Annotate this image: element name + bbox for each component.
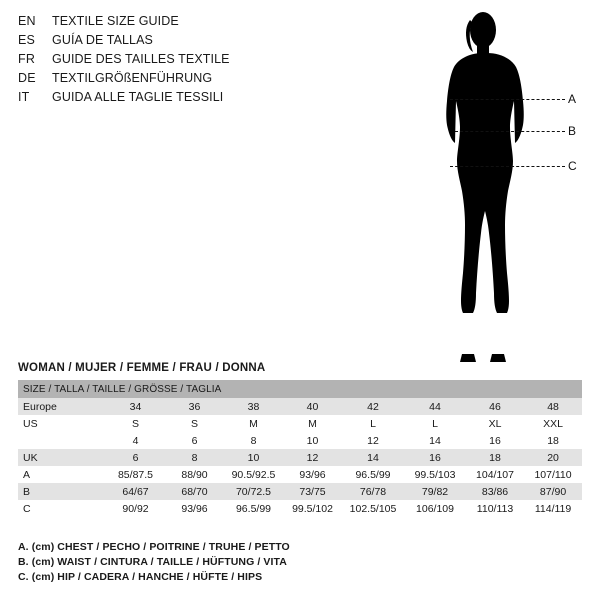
language-code: IT: [18, 90, 30, 104]
cell: 106/109: [404, 500, 466, 517]
table-header-row: [18, 380, 582, 398]
cell: 14: [342, 449, 404, 466]
cell: 6: [106, 449, 165, 466]
cell: 18: [524, 432, 582, 449]
table-row: [18, 432, 582, 449]
cell: 44: [404, 398, 466, 415]
table-row: [18, 466, 582, 483]
language-code: ES: [18, 33, 36, 47]
cell: 8: [224, 432, 283, 449]
cell: 64/67: [106, 483, 165, 500]
language-title: TEXTILE SIZE GUIDE: [52, 14, 179, 28]
cell: 114/119: [524, 500, 582, 517]
cell: 10: [224, 449, 283, 466]
cell: 68/70: [165, 483, 224, 500]
cell: 110/113: [466, 500, 524, 517]
cell: 16: [466, 432, 524, 449]
language-title: GUIDA ALLE TAGLIE TESSILI: [52, 90, 224, 104]
cell: M: [224, 415, 283, 432]
body-figure: [400, 6, 590, 376]
language-title-list: [18, 14, 348, 109]
cell: 96.5/99: [224, 500, 283, 517]
table-row: [18, 449, 582, 466]
measure-label-b: B: [568, 124, 577, 138]
cell: 90.5/92.5: [224, 466, 283, 483]
cell: 73/75: [283, 483, 342, 500]
table-row: [18, 483, 582, 500]
legend-row-b: B. (cm) WAIST / CINTURA / TAILLE / HÜFTUNG / VITA: [18, 556, 287, 568]
row-label: B: [18, 483, 106, 500]
language-row: [18, 52, 348, 71]
cell: XXL: [524, 415, 582, 432]
measure-line-waist: [455, 131, 565, 132]
cell: 40: [283, 398, 342, 415]
female-silhouette-icon: [400, 6, 590, 376]
cell: 18: [466, 449, 524, 466]
cell: 93/96: [283, 466, 342, 483]
cell: 93/96: [165, 500, 224, 517]
cell: L: [342, 415, 404, 432]
cell: 79/82: [404, 483, 466, 500]
language-code: EN: [18, 14, 36, 28]
cell: 10: [283, 432, 342, 449]
cell: 88/90: [165, 466, 224, 483]
cell: 6: [165, 432, 224, 449]
cell: 90/92: [106, 500, 165, 517]
cell: 8: [165, 449, 224, 466]
language-row: [18, 14, 348, 33]
cell: 99.5/103: [404, 466, 466, 483]
language-title: GUÍA DE TALLAS: [52, 33, 153, 47]
cell: 107/110: [524, 466, 582, 483]
cell: 99.5/102: [283, 500, 342, 517]
cell: 85/87.5: [106, 466, 165, 483]
cell: 12: [283, 449, 342, 466]
cell: 96.5/99: [342, 466, 404, 483]
language-row: [18, 71, 348, 90]
cell: 83/86: [466, 483, 524, 500]
row-label: Europe: [18, 398, 106, 415]
row-label: C: [18, 500, 106, 517]
row-label: [18, 432, 106, 449]
measure-line-hip: [450, 166, 565, 167]
cell: 38: [224, 398, 283, 415]
cell: XL: [466, 415, 524, 432]
row-label: A: [18, 466, 106, 483]
cell: 36: [165, 398, 224, 415]
row-label: UK: [18, 449, 106, 466]
cell: 42: [342, 398, 404, 415]
table-caption: WOMAN / MUJER / FEMME / FRAU / DONNA: [18, 362, 266, 374]
cell: 46: [466, 398, 524, 415]
size-table: [18, 380, 582, 517]
cell: 70/72.5: [224, 483, 283, 500]
cell: 34: [106, 398, 165, 415]
cell: 4: [106, 432, 165, 449]
language-code: DE: [18, 71, 36, 85]
measure-line-chest: [450, 99, 565, 100]
cell: 16: [404, 449, 466, 466]
language-title: TEXTILGRÖßENFÜHRUNG: [52, 71, 213, 85]
cell: 14: [404, 432, 466, 449]
language-row: [18, 90, 348, 109]
row-label: US: [18, 415, 106, 432]
table-row: [18, 415, 582, 432]
measure-label-a: A: [568, 92, 577, 106]
table-header-label: SIZE / TALLA / TAILLE / GRÖSSE / TAGLIA: [18, 380, 582, 398]
cell: S: [165, 415, 224, 432]
measurement-legend: [18, 541, 578, 586]
cell: 102.5/105: [342, 500, 404, 517]
table-row: [18, 500, 582, 517]
language-title: GUIDE DES TAILLES TEXTILE: [52, 52, 230, 66]
measure-label-c: C: [568, 159, 577, 173]
cell: 104/107: [466, 466, 524, 483]
language-code: FR: [18, 52, 36, 66]
size-table-wrap: [18, 380, 582, 517]
language-row: [18, 33, 348, 52]
legend-row-c: C. (cm) HIP / CADERA / HANCHE / HÜFTE / HIPS: [18, 571, 263, 583]
cell: 76/78: [342, 483, 404, 500]
cell: 20: [524, 449, 582, 466]
legend-row-a: A. (cm) CHEST / PECHO / POITRINE / TRUHE / PETTO: [18, 541, 290, 553]
cell: L: [404, 415, 466, 432]
cell: S: [106, 415, 165, 432]
cell: 12: [342, 432, 404, 449]
cell: 48: [524, 398, 582, 415]
table-row: [18, 398, 582, 415]
cell: M: [283, 415, 342, 432]
cell: 87/90: [524, 483, 582, 500]
